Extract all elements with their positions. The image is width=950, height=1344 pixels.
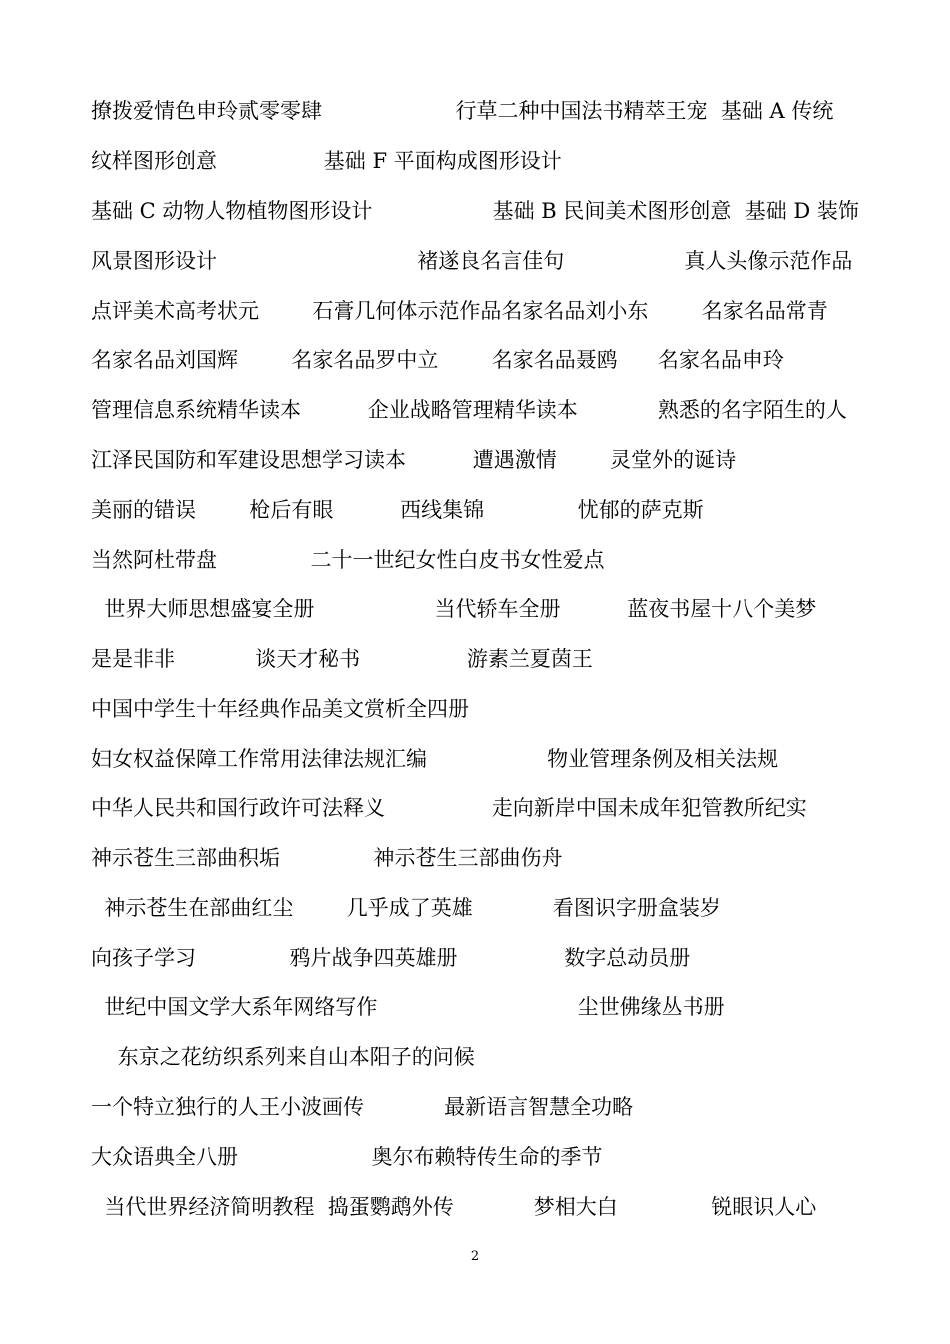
text-line: 基础 C 动物人物植物图形设计 基础 B 民间美术图形创意 基础 D 装饰 bbox=[91, 199, 859, 223]
text-line: 大众语典全八册 奥尔布赖特传生命的季节 bbox=[91, 1145, 603, 1169]
text-line: 东京之花纺织系列来自山本阳子的问候 bbox=[91, 1045, 475, 1069]
text-line: 神示苍生在部曲红尘 几乎成了英雄 看图识字册盒装岁 bbox=[91, 896, 721, 920]
text-line: 中华人民共和国行政许可法释义 走向新岸中国未成年犯管教所纪实 bbox=[91, 796, 807, 820]
text-line: 中国中学生十年经典作品美文赏析全四册 bbox=[91, 697, 469, 721]
text-line: 管理信息系统精华读本 企业战略管理精华读本 熟悉的名字陌生的人 bbox=[91, 398, 847, 422]
text-line: 江泽民国防和军建设思想学习读本 遭遇激情 灵堂外的诞诗 bbox=[91, 448, 737, 472]
text-line: 撩拨爱情色申玲贰零零肆 行草二种中国法书精萃王宠 基础 A 传统 bbox=[91, 99, 834, 123]
text-line: 纹样图形创意 基础 F 平面构成图形设计 bbox=[91, 149, 562, 173]
text-line: 是是非非 谈天才秘书 游素兰夏茵王 bbox=[91, 647, 593, 671]
text-line: 神示苍生三部曲积垢 神示苍生三部曲伤舟 bbox=[91, 846, 563, 870]
text-line: 世纪中国文学大系年网络写作 尘世佛缘丛书册 bbox=[91, 995, 725, 1019]
text-line: 当代世界经济简明教程 捣蛋鹦鹉外传 梦相大白 锐眼识人心 bbox=[91, 1195, 817, 1219]
text-line: 当然阿杜带盘 二十一世纪女性白皮书女性爱点 bbox=[91, 548, 605, 572]
text-line: 妇女权益保障工作常用法律法规汇编 物业管理条例及相关法规 bbox=[91, 747, 779, 771]
text-line: 点评美术高考状元 石膏几何体示范作品名家名品刘小东 名家名品常青 bbox=[91, 299, 828, 323]
text-line: 向孩子学习 鸦片战争四英雄册 数字总动员册 bbox=[91, 946, 691, 970]
text-line: 一个特立独行的人王小波画传 最新语言智慧全功略 bbox=[91, 1095, 634, 1119]
text-line: 世界大师思想盛宴全册 当代轿车全册 蓝夜书屋十八个美梦 bbox=[91, 597, 817, 621]
text-line: 美丽的错误 枪后有眼 西线集锦 忧郁的萨克斯 bbox=[91, 498, 704, 522]
page-number: 2 bbox=[470, 1249, 480, 1264]
text-line: 名家名品刘国辉 名家名品罗中立 名家名品聂鸥 名家名品申玲 bbox=[91, 348, 784, 372]
text-line: 风景图形设计 褚遂良名言佳句 真人头像示范作品 bbox=[91, 249, 853, 273]
